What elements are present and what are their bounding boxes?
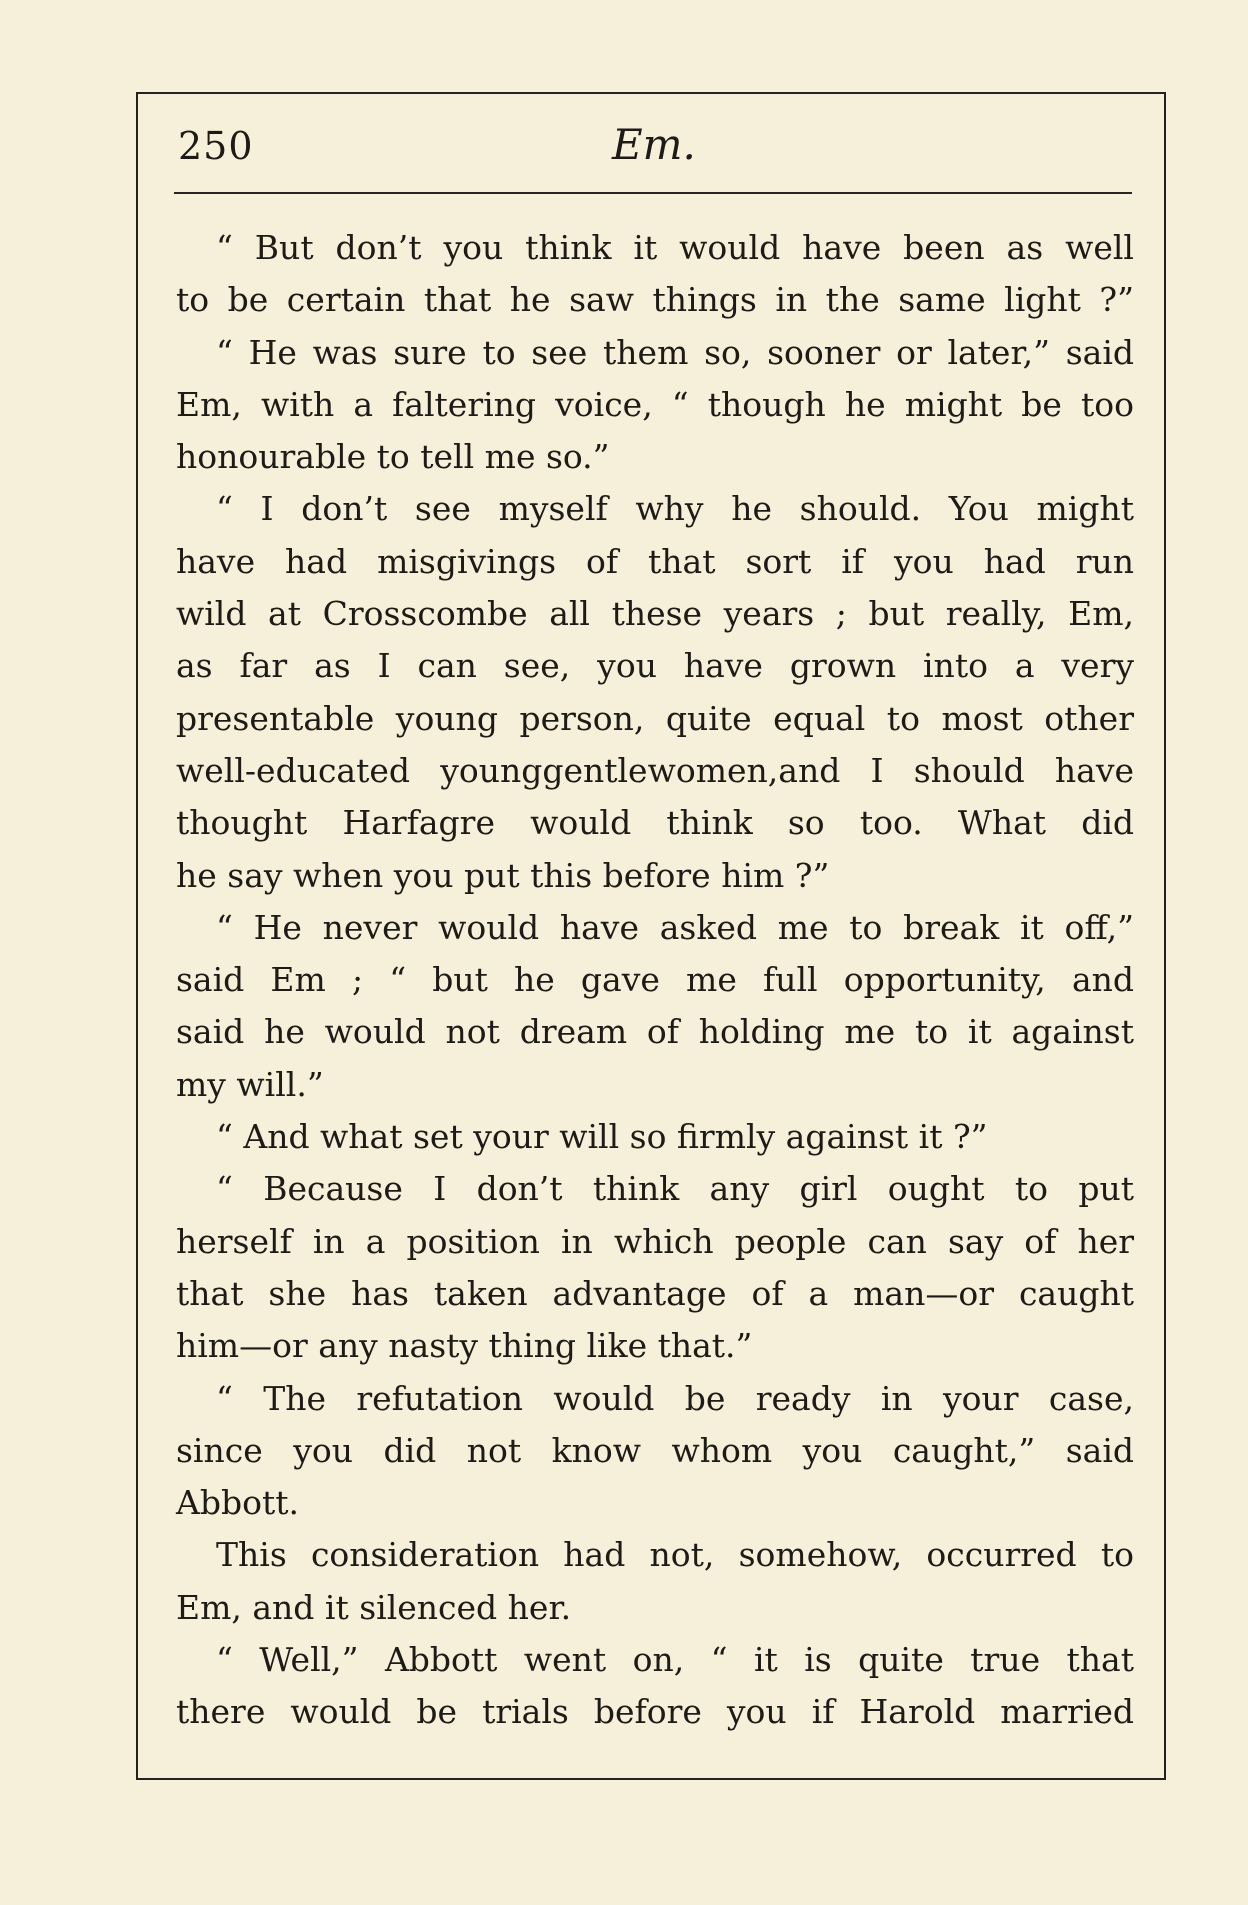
text-line: “ He never would have asked me to break it off,”	[216, 907, 1134, 947]
text-line: as far as I can see, you have grown into a very	[176, 646, 1134, 686]
text-line: “ The refutation would be ready in your case,	[216, 1378, 1134, 1418]
text-line: herself in a position in which people can say of her	[176, 1221, 1134, 1261]
text-line: there would be trials before you if Harold married	[176, 1692, 1134, 1732]
text-line: said Em ; “ but he gave me full opportunity, and	[176, 960, 1134, 1000]
text-line: “ Well,” Abbott went on, “ it is quite true that	[216, 1640, 1134, 1680]
text-line: thought Harfagre would think so too. What did	[176, 803, 1134, 843]
text-line: “ He was sure to see them so, sooner or later,” said	[216, 332, 1134, 372]
page-number: 250	[178, 124, 254, 168]
text-line: “ Because I don’t think any girl ought to put	[216, 1169, 1134, 1209]
text-line: “ But don’t you think it would have been as well	[216, 228, 1134, 267]
text-line: “ And what set your will so firmly against it ?”	[216, 1117, 988, 1157]
text-line: well-educated younggentlewomen,and I should have	[176, 750, 1134, 790]
text-line: Em, with a faltering voice, “ though he might be too	[176, 384, 1134, 424]
text-line: Abbott.	[176, 1483, 299, 1523]
text-line: Em, and it silenced her.	[176, 1587, 572, 1627]
text-line: said he would not dream of holding me to it against	[176, 1012, 1134, 1052]
text-line: “ I don’t see myself why he should. You might	[216, 489, 1134, 529]
text-line: have had misgivings of that sort if you had run	[176, 541, 1134, 581]
header-rule	[174, 192, 1132, 194]
text-line: to be certain that he saw things in the same light ?”	[176, 280, 1134, 320]
text-line: This consideration had not, somehow, occurred to	[216, 1535, 1134, 1575]
text-line: presentable young person, quite equal to most other	[176, 698, 1134, 738]
body-text	[176, 222, 1134, 1739]
text-line: my will.”	[176, 1064, 324, 1104]
text-line: him—or any nasty thing like that.”	[176, 1326, 753, 1366]
text-line: wild at Crosscombe all these years ; but really, Em,	[176, 594, 1134, 634]
text-line: he say when you put this before him ?”	[176, 855, 830, 895]
text-line: that she has taken advantage of a man—or caught	[176, 1273, 1134, 1313]
text-line: since you did not know whom you caught,” said	[176, 1430, 1134, 1470]
text-line: honourable to tell me so.”	[176, 437, 610, 477]
running-title: Em.	[612, 120, 696, 169]
